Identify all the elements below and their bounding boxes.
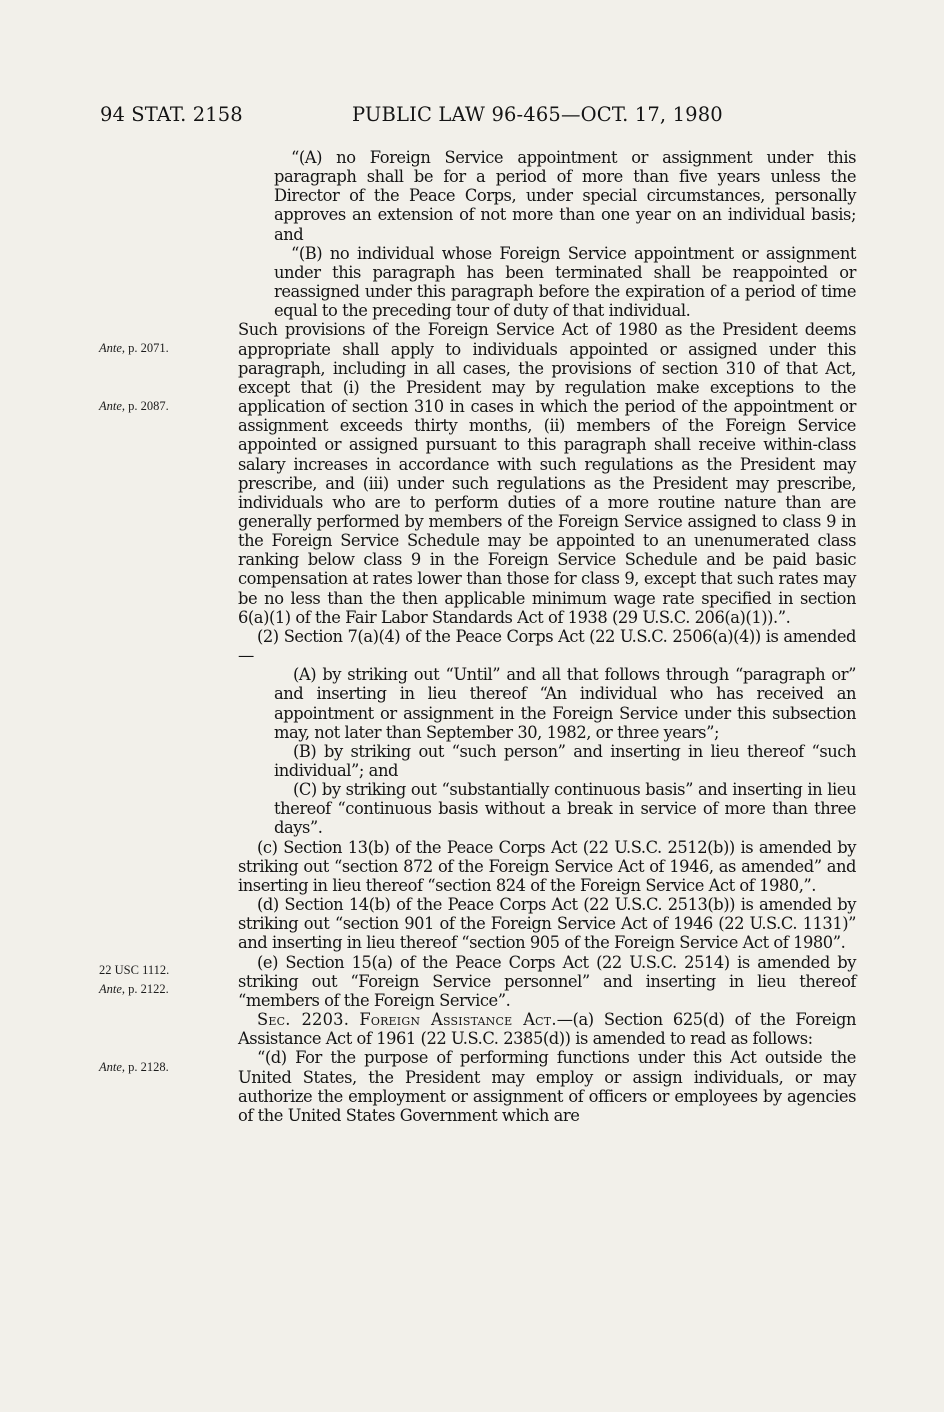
- margin-citation: Ante, p. 2071.: [99, 341, 169, 355]
- subsection-2: (2) Section 7(a)(4) of the Peace Corps Act (22 U.S.C. 2506(a)(4)) is amended—: [238, 626, 856, 666]
- section-text: —(a) Section 625(d) of the Foreign Assistance Act of 1961 (22 U.S.C. 2385(d)) is amended to read as follows:: [238, 1010, 857, 1049]
- page-reference: 94 STAT. 2158: [100, 103, 243, 126]
- section-number: Sec. 2203.: [257, 1010, 350, 1030]
- margin-citation: Ante, p. 2087.: [99, 399, 169, 413]
- provisions-paragraph: Such provisions of the Foreign Service Act of 1980 as the President deems appropriate shall apply to individuals appointed or assigned under this paragraph, including in all cases, the provisions of section 310 of that Act, except that (i) the President may by regulation make exceptions to the application of section 310 in cases in which the period of the appointment or assignment exceeds thirty months, (ii) members of the Foreign Service appointed or assigned pursuant to this paragraph shall receive within-class salary increases in accordance with such regulations as the President may prescribe, and (iii) under such regulations as the President may prescribe, individuals who are to perform duties of a more routine nature than are generally performed by members of the Foreign Service assigned to class 9 in the Foreign Service Schedule may be appointed to an unenumerated class ranking below class 9 in the Foreign Service Schedule and be paid basic compensation at rates lower than those for class 9, except that such rates may be no less than the then applicable minimum wage rate specified in section 6(a)(1) of the Fair Labor Standards Act of 1938 (29 U.S.C. 206(a)(1)).”.: [238, 320, 856, 627]
- statute-body: [238, 148, 856, 1125]
- amendment-b: (B) by striking out “such person” and inserting in lieu thereof “such individual”; and: [274, 741, 856, 780]
- subsection-c: (c) Section 13(b) of the Peace Corps Act (22 U.S.C. 2512(b)) is amended by striking out “section 872 of the Foreign Service Act of 1946, as amended” and inserting in lieu thereof “section 824 of the Foreign Service Act of 1980,”.: [238, 837, 856, 895]
- law-title: PUBLIC LAW 96-465—OCT. 17, 1980: [352, 103, 723, 126]
- margin-citation: Ante, p. 2128.: [99, 1060, 169, 1074]
- clause-a: “(A) no Foreign Service appointment or assignment under this paragraph shall be for a period of more than five years unless the Director of the Peace Corps, under special circumstances, personally approves an extension of not more than one year on an individual basis; and: [274, 148, 856, 244]
- margin-citation: Ante, p. 2122.: [99, 982, 169, 996]
- subsection-d-quoted: “(d) For the purpose of performing functions under this Act outside the United States, the President may employ or assign individuals, or may authorize the employment or assignment of officers or employees by agencies of the United States Government which are: [238, 1048, 856, 1125]
- running-header: [0, 103, 944, 133]
- section-heading: Foreign Assistance Act.: [359, 1010, 557, 1030]
- subsection-e: (e) Section 15(a) of the Peace Corps Act (22 U.S.C. 2514) is amended by striking out “Foreign Service personnel” and inserting in lieu thereof “members of the Foreign Service”.: [238, 952, 856, 1010]
- section-2203: [238, 1010, 856, 1048]
- clause-b: “(B) no individual whose Foreign Service appointment or assignment under this paragraph has been terminated shall be reappointed or reassigned under this paragraph before the expiration of a period of time equal to the preceding tour of duty of that individual.: [274, 243, 856, 321]
- amendment-c: (C) by striking out “substantially continuous basis” and inserting in lieu thereof “continuous basis without a break in service of more than three days”.: [274, 780, 856, 838]
- amendment-a: (A) by striking out “Until” and all that follows through “paragraph or” and inserting in lieu thereof “An individual who has received an appointment or assignment in the Foreign Service under this subsection may, not later than September 30, 1982, or three years”;: [274, 665, 856, 742]
- margin-citation: 22 USC 1112.: [99, 963, 170, 977]
- subsection-d: (d) Section 14(b) of the Peace Corps Act (22 U.S.C. 2513(b)) is amended by striking out “section 901 of the Foreign Service Act of 1946 (22 U.S.C. 1131)” and inserting in lieu thereof “section 905 of the Foreign Service Act of 1980”.: [238, 895, 856, 953]
